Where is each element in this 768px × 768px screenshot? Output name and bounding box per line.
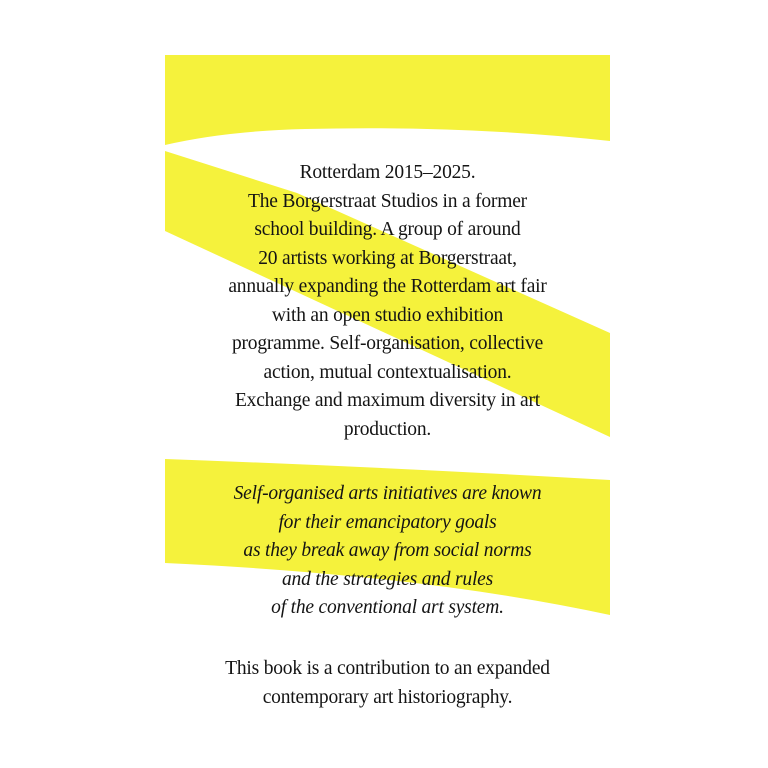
intro-line: Exchange and maximum diversity in art: [234, 390, 541, 411]
intro-line: annually expanding the Rotterdam art fair: [228, 276, 547, 297]
intro-paragraph: [165, 159, 610, 444]
book-back-cover: [165, 55, 610, 718]
top-yellow-band: [165, 55, 610, 145]
intro-line: action, mutual contextualisation.: [263, 361, 512, 383]
closing-line: contemporary art historiography.: [262, 686, 513, 708]
intro-line: The Borgerstraat Studios in a former: [248, 190, 527, 212]
quote-line: of the conventional art system.: [271, 597, 504, 618]
quote-line: for their emancipatory goals: [278, 511, 497, 533]
intro-line: school building. A group of around: [254, 219, 521, 240]
intro-line: production.: [343, 418, 432, 440]
closing-line: This book is a contribution to an expanded: [225, 658, 550, 679]
quote-line: as they break away from social norms: [243, 540, 532, 561]
intro-line: Rotterdam 2015–2025.: [299, 162, 476, 183]
quote-line: and the strategies and rules: [281, 568, 494, 590]
closing-statement: [165, 655, 610, 712]
intro-line: programme. Self-organisation, collective: [231, 333, 544, 354]
italic-quote: [165, 480, 610, 623]
intro-line: 20 artists working at Borgerstraat,: [258, 247, 517, 269]
intro-line: with an open studio exhibition: [271, 304, 504, 326]
quote-line: Self-organised arts initiatives are known: [233, 483, 542, 504]
